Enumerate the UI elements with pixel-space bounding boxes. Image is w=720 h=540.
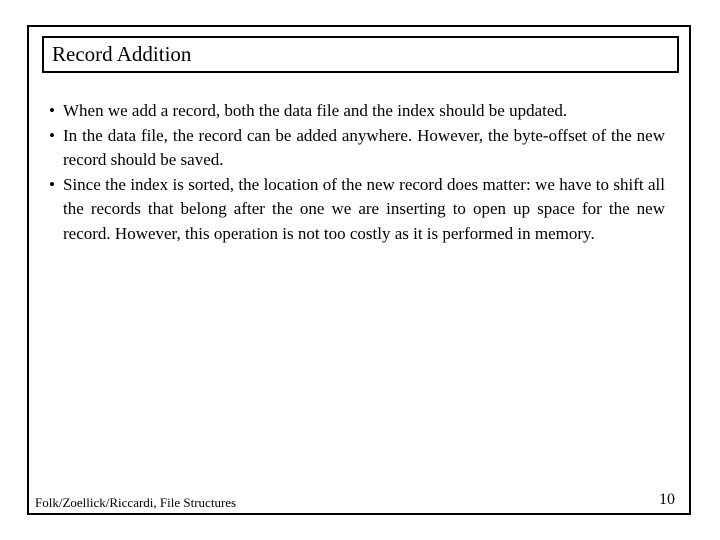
footer-citation: Folk/Zoellick/Riccardi, File Structures [35,495,237,510]
page-number: 10 [659,491,675,508]
bullet-icon: • [49,125,55,145]
bullet-list [49,99,665,246]
title-box [42,36,679,73]
bullet-text-3: Since the index is sorted, the location of the new record does matter: we have to shift all the records that belong after the one we are inserting to open up space for the new record. However, this operation is not too costly as it is performed in memory. [63,174,665,243]
bullet-text-1: When we add a record, both the data file and the index should be updated. [63,101,568,120]
bullet-item-2 [49,124,665,173]
bullet-text-2: In the data file, the record can be added anywhere. However, the byte-offset of the new record should be saved. [63,125,665,169]
bullet-item-3 [49,173,665,247]
slide-title: Record Addition [52,42,192,66]
bullet-icon: • [49,101,55,120]
bullet-icon: • [49,174,55,194]
bullet-item-1 [49,99,665,124]
